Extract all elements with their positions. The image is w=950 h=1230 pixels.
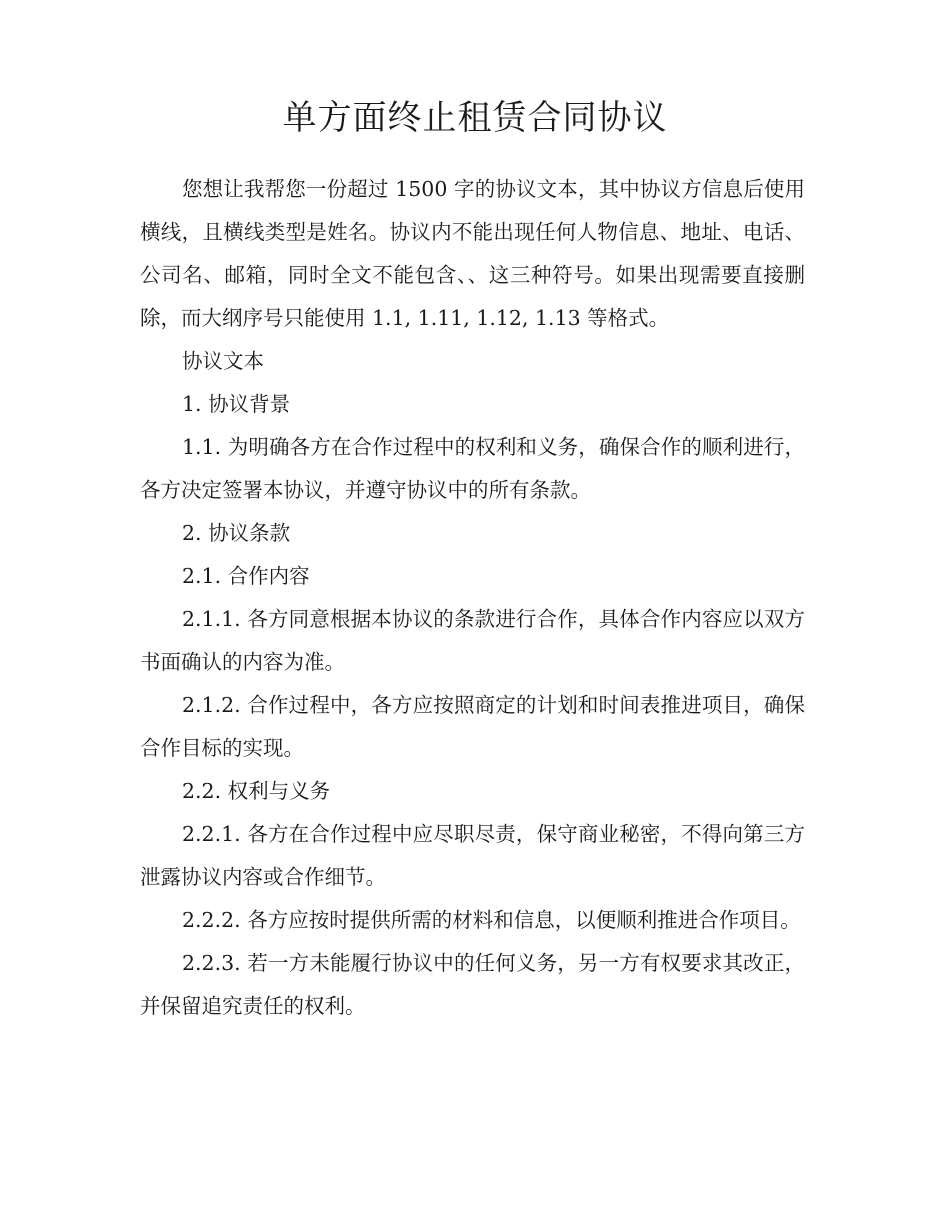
subsection-heading-2-1: 2.1. 合作内容 <box>182 564 310 588</box>
clause-2-2-2: 2.2.2. 各方应按时提供所需的材料和信息，以便顺利推进合作项目。 <box>182 908 801 932</box>
clause-2-1-1: 2.1.1. 各方同意根据本协议的条款进行合作，具体合作内容应以双方书面确认的内容为准。 <box>140 607 805 674</box>
document-body <box>140 168 805 1028</box>
clause-2-2-3: 2.2.3. 若一方未能履行协议中的任何义务，另一方有权要求其改正，并保留追究责任的权利。 <box>140 951 805 1018</box>
clause-1-1: 1.1. 为明确各方在合作过程中的权利和义务，确保合作的顺利进行，各方决定签署本协议，并遵守协议中的所有条款。 <box>140 435 805 502</box>
clause-2-2-1: 2.2.1. 各方在合作过程中应尽职尽责，保守商业秘密，不得向第三方泄露协议内容或合作细节。 <box>140 822 805 889</box>
document-title: 单方面终止租赁合同协议 <box>282 98 668 138</box>
clause-2-1-2: 2.1.2. 合作过程中，各方应按照商定的计划和时间表推进项目，确保合作目标的实现。 <box>140 693 805 760</box>
section-heading-background: 1. 协议背景 <box>182 392 291 416</box>
intro-paragraph: 您想让我帮您一份超过 1500 字的协议文本，其中协议方信息后使用横线，且横线类型是姓名。协议内不能出现任何人物信息、地址、电话、公司名、邮箱，同时全文不能包含、、这三种符号。如果出现需要直接删除，而大纲序号只能使用 1.1, 1.11, 1.12, 1.13 等格式。 <box>140 177 805 330</box>
section-heading-agreement-text: 协议文本 <box>182 349 264 373</box>
section-heading-terms: 2. 协议条款 <box>182 521 291 545</box>
subsection-heading-2-2: 2.2. 权利与义务 <box>182 779 331 803</box>
